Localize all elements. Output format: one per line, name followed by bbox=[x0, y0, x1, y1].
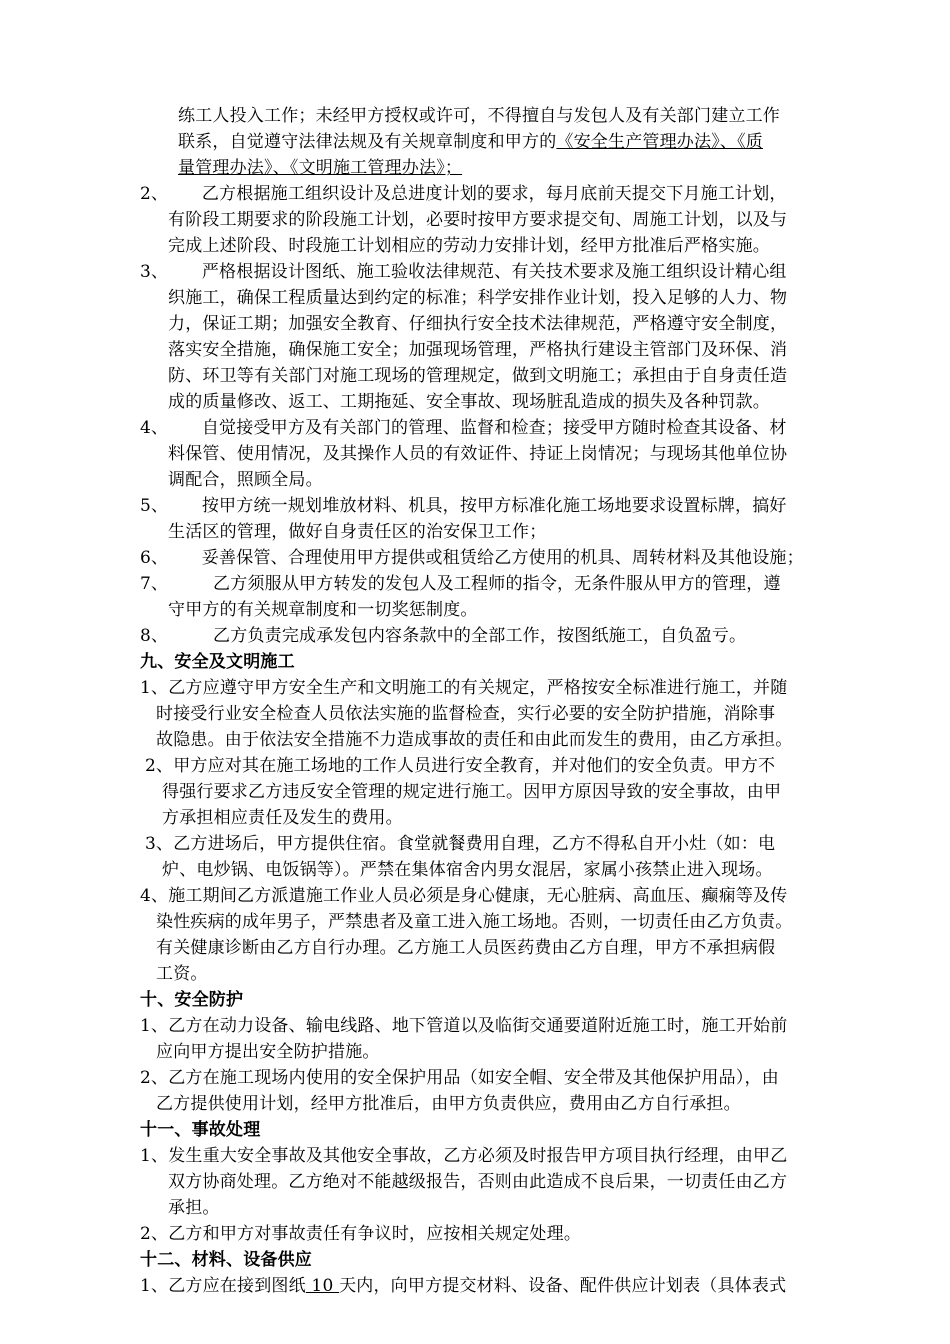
text-line: 应向甲方提出安全防护措施。 bbox=[156, 1042, 380, 1062]
text-line: 1、乙方在动力设备、输电线路、地下管道以及临街交通要道附近施工时，施工开始前 bbox=[140, 1016, 788, 1036]
section-heading: 九、安全及文明施工 bbox=[140, 652, 295, 672]
text-line: 有关健康诊断由乙方自行办理。乙方施工人员医药费由乙方自理，甲方不承担病假 bbox=[156, 938, 776, 958]
text-line: 落实安全措施，确保施工安全；加强现场管理，严格执行建设主管部门及环保、消 bbox=[168, 340, 788, 360]
section-heading: 十二、材料、设备供应 bbox=[140, 1250, 312, 1270]
underlined-days-value: 10 bbox=[305, 1276, 340, 1296]
underlined-doc-reference: 《安全生产管理办法》、《质 bbox=[556, 132, 764, 152]
section-heading: 十一、事故处理 bbox=[140, 1120, 261, 1140]
text-line bbox=[178, 155, 462, 181]
text-line: 生活区的管理，做好自身责任区的治安保卫工作； bbox=[168, 522, 547, 542]
text-line: 成的质量修改、返工、工期拖延、安全事故、现场脏乱造成的损失及各种罚款。 bbox=[168, 392, 770, 412]
text-line: 1、乙方应遵守甲方安全生产和文明施工的有关规定，严格按安全标准进行施工，并随 bbox=[140, 678, 788, 698]
text-line: 7、 乙方须服从甲方转发的发包人及工程师的指令，无条件服从甲方的管理，遵 bbox=[140, 574, 781, 594]
text-line: 3、 严格根据设计图纸、施工验收法律规范、有关技术要求及施工组织设计精心组 bbox=[140, 262, 787, 282]
text-line: 织施工，确保工程质量达到约定的标准；科学安排作业计划，投入足够的人力、物 bbox=[168, 288, 788, 308]
text-line: 2、甲方应对其在施工场地的工作人员进行安全教育，并对他们的安全负责。甲方不 bbox=[145, 756, 776, 776]
text-line: 炉、电炒锅、电饭锅等）。严禁在集体宿舍内男女混居，家属小孩禁止进入现场。 bbox=[162, 860, 773, 880]
text-line: 料保管、使用情况，及其操作人员的有效证件、持证上岗情况；与现场其他单位协 bbox=[168, 444, 788, 464]
text-line: 得强行要求乙方违反安全管理的规定进行施工。因甲方原因导致的安全事故，由甲 bbox=[162, 782, 782, 802]
text-line: 乙方提供使用计划，经甲方批准后，由甲方负责供应，费用由乙方自行承担。 bbox=[156, 1094, 741, 1114]
text-line: 故隐患。由于依法安全措施不力造成事故的责任和由此而发生的费用，由乙方承担。 bbox=[156, 730, 793, 750]
text-line: 有阶段工期要求的阶段施工计划，必要时按甲方要求提交旬、周施工计划，以及与 bbox=[168, 210, 788, 230]
text-line: 2、乙方和甲方对事故责任有争议时，应按相关规定处理。 bbox=[140, 1224, 582, 1244]
text-line: 防、环卫等有关部门对施工现场的管理规定，做到文明施工；承担由于自身责任造 bbox=[168, 366, 788, 386]
text-line: 4、施工期间乙方派遣施工作业人员必须是身心健康，无心脏病、高血压、癫痫等及传 bbox=[140, 886, 788, 906]
text-line: 守甲方的有关规章制度和一切奖惩制度。 bbox=[168, 600, 478, 620]
text-line: 工资。 bbox=[156, 964, 208, 984]
text-line: 练工人投入工作；未经甲方授权或许可，不得擅自与发包人及有关部门建立工作 bbox=[178, 106, 780, 126]
text-line: 6、 妥善保管、合理使用甲方提供或租赁给乙方使用的机具、周转材料及其他设施； bbox=[140, 548, 804, 568]
text-line: 双方协商处理。乙方绝对不能越级报告，否则由此造成不良后果，一切责任由乙方 bbox=[168, 1172, 788, 1192]
text-line: 2、乙方在施工现场内使用的安全保护用品（如安全帽、安全带及其他保护用品），由 bbox=[140, 1068, 779, 1088]
text-line: 联系，自觉遵守法律法规及有关规章制度和甲方的《安全生产管理办法》、《质 bbox=[178, 132, 764, 152]
text-line: 4、 自觉接受甲方及有关部门的管理、监督和检查；接受甲方随时检查其设备、材 bbox=[140, 418, 787, 438]
text-line: 8、 乙方负责完成承发包内容条款中的全部工作，按图纸施工，自负盈亏。 bbox=[140, 626, 747, 646]
underlined-doc-reference: 量管理办法》、《文明施工管理办法》； bbox=[178, 158, 463, 178]
text-line: 5、 按甲方统一规划堆放材料、机具，按甲方标准化施工场地要求设置标牌，搞好 bbox=[140, 496, 787, 516]
text-line: 调配合，照顾全局。 bbox=[168, 470, 323, 490]
text-line: 方承担相应责任及发生的费用。 bbox=[162, 808, 403, 828]
text-line: 2、 乙方根据施工组织设计及总进度计划的要求，每月底前天提交下月施工计划， bbox=[140, 184, 787, 204]
section-heading: 十、安全防护 bbox=[140, 990, 244, 1010]
text-line: 完成上述阶段、时段施工计划相应的劳动力安排计划，经甲方批准后严格实施。 bbox=[168, 236, 770, 256]
text-line: 1、乙方应在接到图纸 10 天内，向甲方提交材料、设备、配件供应计划表（具体表式 bbox=[140, 1276, 787, 1296]
text-line: 染性疾病的成年男子，严禁患者及童工进入施工场地。否则，一切责任由乙方负责。 bbox=[156, 912, 793, 932]
text-line: 力，保证工期；加强安全教育、仔细执行安全技术法律规范，严格遵守安全制度， bbox=[168, 314, 788, 334]
text-line: 3、乙方进场后，甲方提供住宿。食堂就餐费用自理，乙方不得私自开小灶（如：电 bbox=[145, 834, 776, 854]
text-line: 承担。 bbox=[168, 1198, 220, 1218]
text-line: 时接受行业安全检查人员依法实施的监督检查，实行必要的安全防护措施，消除事 bbox=[156, 704, 776, 724]
text-line: 1、发生重大安全事故及其他安全事故，乙方必须及时报告甲方项目执行经理，由甲乙 bbox=[140, 1146, 788, 1166]
